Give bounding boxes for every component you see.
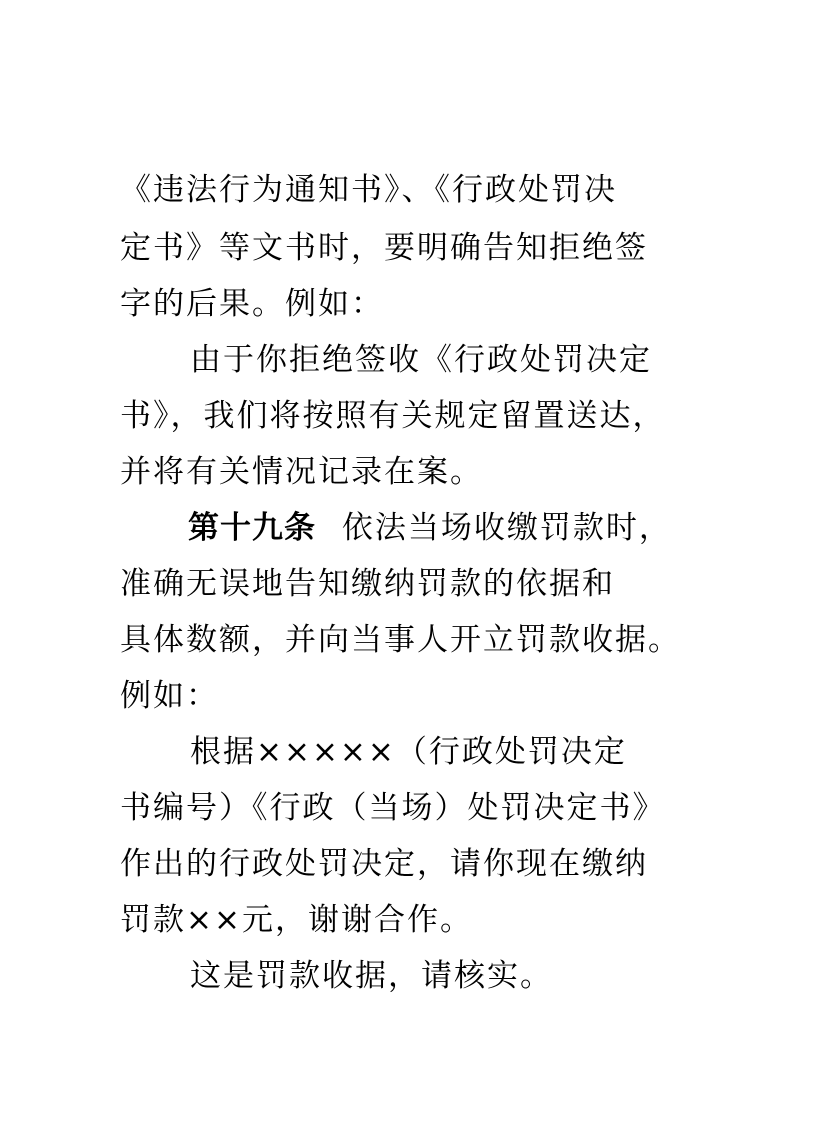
example2-line-4: 罚款××元，谢谢合作。 bbox=[120, 902, 473, 938]
text-line-1: 《违法行为通知书》、《行政处罚决 bbox=[120, 172, 617, 208]
text-line-3: 字的后果。例如： bbox=[120, 286, 384, 322]
text-line-8: 准确无误地告知缴纳罚款的依据和 bbox=[120, 566, 615, 602]
text-line-9: 具体数额，并向当事人开立罚款收据。 bbox=[120, 622, 681, 658]
example-line-1: 由于你拒绝签收《行政处罚决定 bbox=[190, 342, 652, 378]
example-line-2: 书》，我们将按照有关规定留置送达， bbox=[120, 398, 666, 434]
article-line bbox=[188, 508, 827, 548]
example-line-3: 并将有关情况记录在案。 bbox=[120, 454, 483, 490]
example2-line-2: 书编号）《行政（当场）处罚决定书》 bbox=[120, 790, 666, 826]
text-line-2: 定书》等文书时，要明确告知拒绝签 bbox=[120, 230, 648, 266]
example2-line-3: 作出的行政处罚决定，请你现在缴纳 bbox=[120, 846, 648, 882]
article-heading: 第十九条 bbox=[188, 510, 316, 546]
article-first-line: 依法当场收缴罚款时， bbox=[341, 510, 672, 546]
example2-line-5: 这是罚款收据，请核实。 bbox=[190, 958, 553, 994]
example2-line-1: 根据×××××（行政处罚决定 bbox=[190, 734, 627, 770]
text-line-10: 例如： bbox=[120, 678, 219, 714]
